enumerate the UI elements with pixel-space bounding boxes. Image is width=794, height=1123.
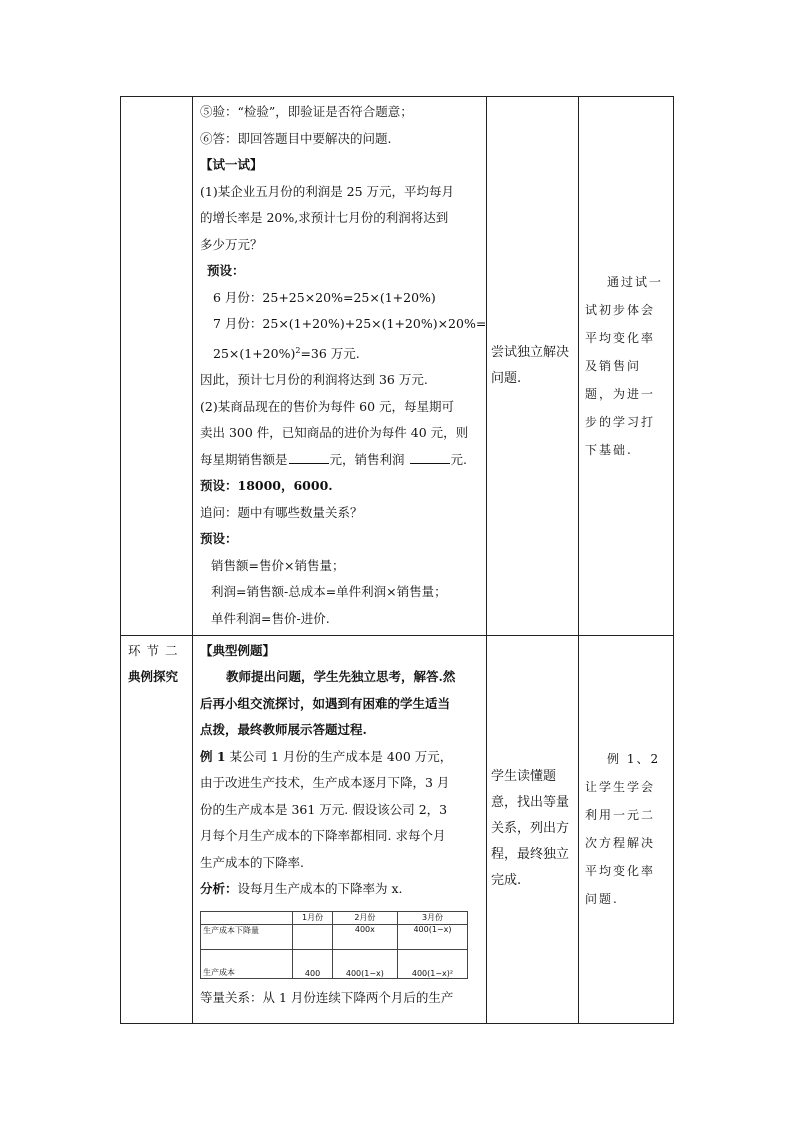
content-line: 预设：18000，6000. [200, 478, 333, 494]
stage-number: 环节二 [128, 642, 184, 658]
preset-label: 预设： [200, 531, 238, 547]
content-line: 单件利润=售价-进价. [211, 610, 330, 626]
answer-blank [410, 451, 450, 464]
table-row [121, 635, 674, 1023]
content-text: 每星期销售额是 [200, 451, 288, 467]
answer-blank [289, 451, 329, 464]
cost-table-cell: 400(1−x)² [397, 949, 467, 978]
cost-table-row [201, 949, 468, 978]
table-row [121, 97, 674, 636]
cost-table-cell: 生产成本下降量 [201, 924, 293, 949]
example-label: 例 1 [200, 748, 226, 764]
cost-table-header [201, 911, 468, 924]
content-line: 由于改进生产技术，生产成本逐月下降，3 月 [200, 775, 450, 791]
content-line: 6 月份：25+25×20%=25×(1+20%) [213, 289, 436, 305]
content-cell [193, 635, 487, 1023]
section-heading: 【试一试】 [200, 157, 263, 172]
content-line: (2)某商品现在的售价为每件 60 元，每星期可 [200, 398, 455, 414]
content-line: 份的生产成本是 361 万元. 假设该公司 2，3 [200, 801, 448, 817]
cost-table-cell: 1月份 [293, 911, 332, 924]
design-intent-text: 通过试一试初步体会平均变化率及销售问题，为进一步的学习打下基础. [585, 274, 664, 457]
content-text: 某公司 1 月份的生产成本是 400 万元， [225, 748, 453, 764]
design-intent-text: 例 1、2 让学生学会利用一元二次方程解决平均变化率问题. [585, 752, 661, 907]
content-line: ⑥答：即回答题目中要解决的问题. [200, 130, 392, 146]
content-line: ⑤验：“检验”，即验证是否符合题意； [200, 104, 413, 119]
cost-table-cell: 400x [332, 924, 397, 949]
content-line: (1)某企业五月份的利润是 25 万元，平均每月 [200, 183, 455, 199]
content-line: 教师提出问题，学生先独立思考，解答.然 [226, 669, 456, 685]
formula-line [200, 338, 480, 368]
analysis-label: 分析： [200, 881, 238, 897]
formula-text: 25×(1+20%) [213, 345, 296, 361]
student-activity-cell: 学生读懂题意，找出等量关系，列出方程，最终独立完成. [487, 635, 579, 1023]
content-line: 的增长率是 20%,求预计七月份的利润将达到 [200, 210, 449, 225]
content-cell [193, 97, 487, 636]
content-text: 设每月生产成本的下降率为 x. [237, 881, 403, 897]
content-line: 销售额=售价×销售量； [211, 557, 345, 573]
student-activity-cell: 尝试独立解决问题. [487, 97, 579, 636]
content-line: 多少万元？ [200, 236, 263, 252]
content-line: 月每个月生产成本的下降率都相同. 求每个月 [200, 828, 446, 844]
content-line: 7 月份：25×(1+20%)+25×(1+20%)×20%= [213, 316, 487, 331]
cost-table-cell [293, 924, 332, 949]
content-line: 追问：题中有哪些数量关系？ [200, 504, 363, 520]
content-text: 元. [450, 451, 467, 467]
formula-exponent: 2 [295, 345, 301, 355]
stage-title: 典例探究 [128, 668, 179, 684]
cost-table-cell [201, 911, 293, 924]
formula-text: =36 万元. [300, 345, 360, 361]
preset-label: 预设： [207, 263, 245, 278]
lesson-plan-table [120, 96, 674, 1024]
cost-table-cell: 生产成本 [201, 949, 293, 978]
cost-table-cell: 400 [293, 949, 332, 978]
content-line: 利润=销售额-总成本=单件利润×销售量； [211, 584, 447, 600]
content-line: 等量关系：从 1 月份连续下降两个月后的生产 [200, 989, 454, 1005]
blank-question-line [200, 447, 480, 474]
content-line: 点拨，最终教师展示答题过程. [200, 722, 367, 738]
cost-table-cell: 400(1−x) [332, 949, 397, 978]
design-intent-cell [579, 97, 674, 636]
content-line: 因此，预计七月份的利润将达到 36 万元. [200, 372, 428, 388]
stage-label-cell-empty [121, 97, 193, 636]
content-line: 后再小组交流探讨，如遇到有困难的学生适当 [200, 695, 451, 711]
cost-table-cell: 400(1−x) [397, 924, 467, 949]
content-line: 生产成本的下降率. [200, 854, 304, 870]
design-intent-cell [579, 635, 674, 1023]
content-text: 元，销售利润 [329, 451, 405, 467]
example-line [200, 744, 480, 771]
content-line: 卖出 300 件，已知商品的进价为每件 40 元，则 [200, 425, 469, 441]
stage-label-cell [121, 635, 193, 1023]
section-heading: 【典型例题】 [200, 642, 276, 658]
analysis-line [200, 876, 480, 903]
cost-table-cell: 3月份 [397, 911, 467, 924]
cost-table-cell: 2月份 [332, 911, 397, 924]
cost-table-row [201, 924, 468, 949]
cost-table [200, 911, 468, 979]
